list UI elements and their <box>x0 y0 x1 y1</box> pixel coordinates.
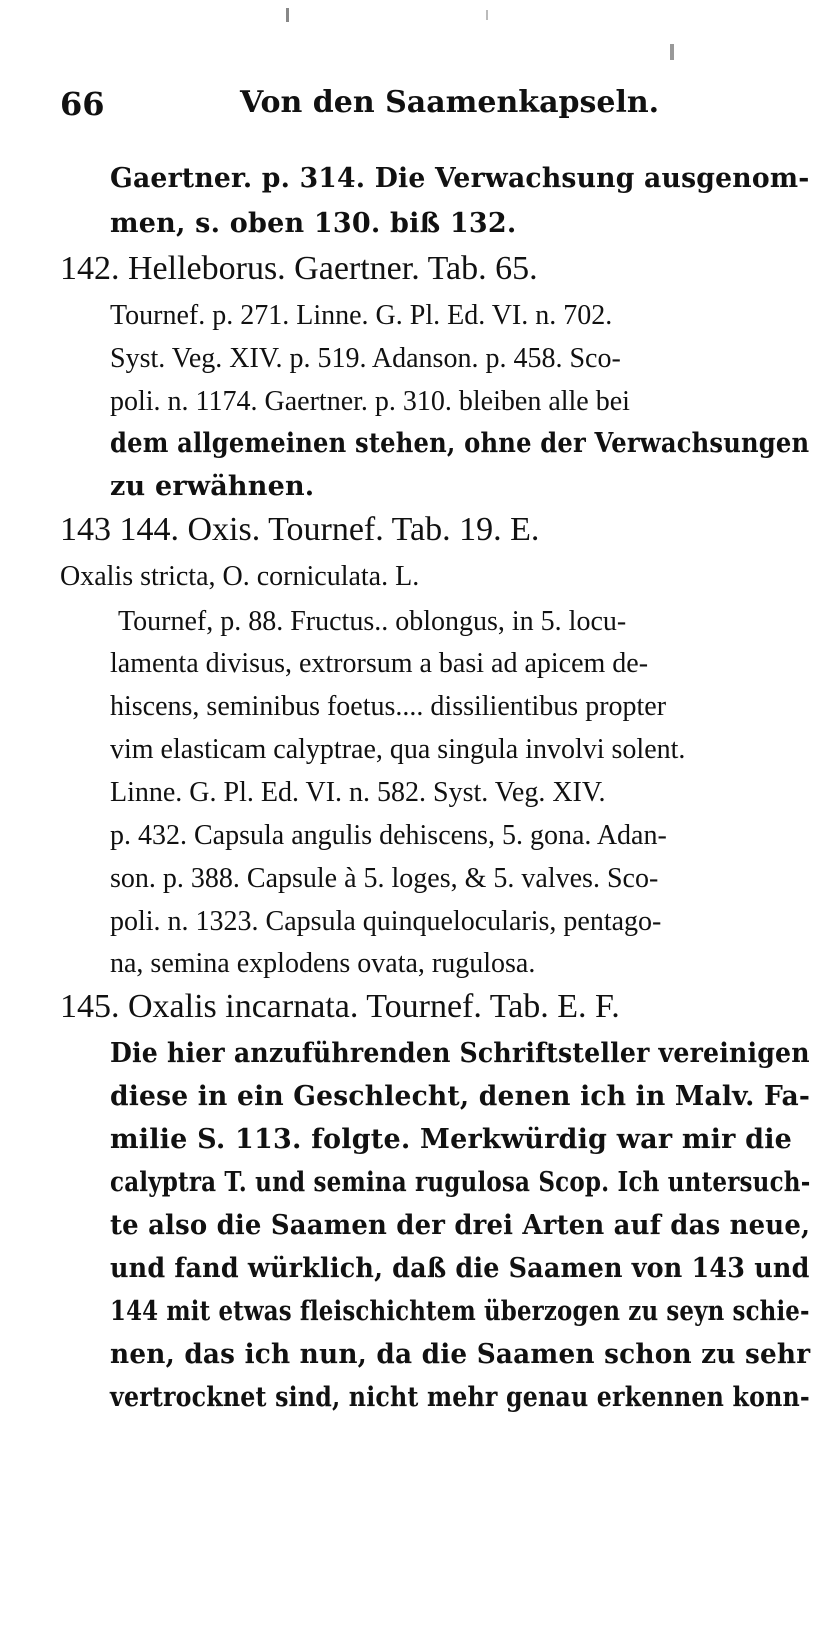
text-line-25: te also die Saamen der drei Arten auf das neue, <box>110 1210 811 1241</box>
text-line-23: milie S. 113. folgte. Merkwürdig war mir die <box>110 1124 793 1155</box>
ink-speck <box>286 8 289 22</box>
entry-142-heading: 142. Helleborus. Gaertner. Tab. 65. <box>60 250 538 287</box>
text-line-5: Syst. Veg. XIV. p. 519. Adanson. p. 458. Sco- <box>110 343 621 374</box>
text-line-6: poli. n. 1174. Gaertner. p. 310. bleiben alle bei <box>110 386 630 417</box>
running-title: Von den Saamenkapseln. <box>240 85 660 120</box>
text-line-26: und fand würklich, daß die Saamen von 143 und <box>110 1253 810 1284</box>
text-line-14: vim elasticam calyptrae, qua singula involvi solent. <box>110 734 686 765</box>
text-line-4: Tournef. p. 271. Linne. G. Pl. Ed. VI. n. 702. <box>110 300 613 331</box>
text-line-8: zu erwähnen. <box>110 471 315 502</box>
text-line-2: men, s. oben 130. biß 132. <box>110 208 517 239</box>
text-line-27: 144 mit etwas fleischichtem überzogen zu seyn schie- <box>110 1296 810 1327</box>
ink-speck <box>670 44 674 60</box>
text-line-12: lamenta divisus, extrorsum a basi ad apicem de- <box>110 648 649 679</box>
page-number: 66 <box>60 85 105 123</box>
text-line-1: Gaertner. p. 314. Die Verwachsung ausgenom- <box>110 163 810 194</box>
text-line-19: na, semina explodens ovata, rugulosa. <box>110 948 536 979</box>
text-line-11: Tournef, p. 88. Fructus.. oblongus, in 5. locu- <box>118 606 627 637</box>
text-line-22: diese in ein Geschlecht, denen ich in Malv. Fa- <box>110 1081 811 1112</box>
entry-143-144-heading: 143 144. Oxis. Tournef. Tab. 19. E. <box>60 511 540 548</box>
text-line-17: son. p. 388. Capsule à 5. loges, & 5. valves. Sco- <box>110 863 659 894</box>
entry-145-heading: 145. Oxalis incarnata. Tournef. Tab. E. F. <box>60 988 620 1025</box>
text-line-21: Die hier anzuführenden Schriftsteller vereinigen <box>110 1038 810 1069</box>
text-line-28: nen, das ich nun, da die Saamen schon zu sehr <box>110 1339 811 1370</box>
text-line-13: hiscens, seminibus foetus.... dissilientibus propter <box>110 691 667 722</box>
text-line-29: vertrocknet sind, nicht mehr genau erkennen konn- <box>110 1382 810 1413</box>
ink-speck <box>486 10 488 20</box>
text-line-18: poli. n. 1323. Capsula quinquelocularis, pentago- <box>110 906 662 937</box>
text-line-15: Linne. G. Pl. Ed. VI. n. 582. Syst. Veg. XIV. <box>110 777 606 808</box>
text-line-10: Oxalis stricta, O. corniculata. L. <box>60 561 420 592</box>
text-line-7: dem allgemeinen stehen, ohne der Verwachsungen <box>110 428 810 459</box>
text-line-24: calyptra T. und semina rugulosa Scop. Ich untersuch- <box>110 1167 811 1198</box>
text-line-16: p. 432. Capsula angulis dehiscens, 5. gona. Adan- <box>110 820 667 851</box>
